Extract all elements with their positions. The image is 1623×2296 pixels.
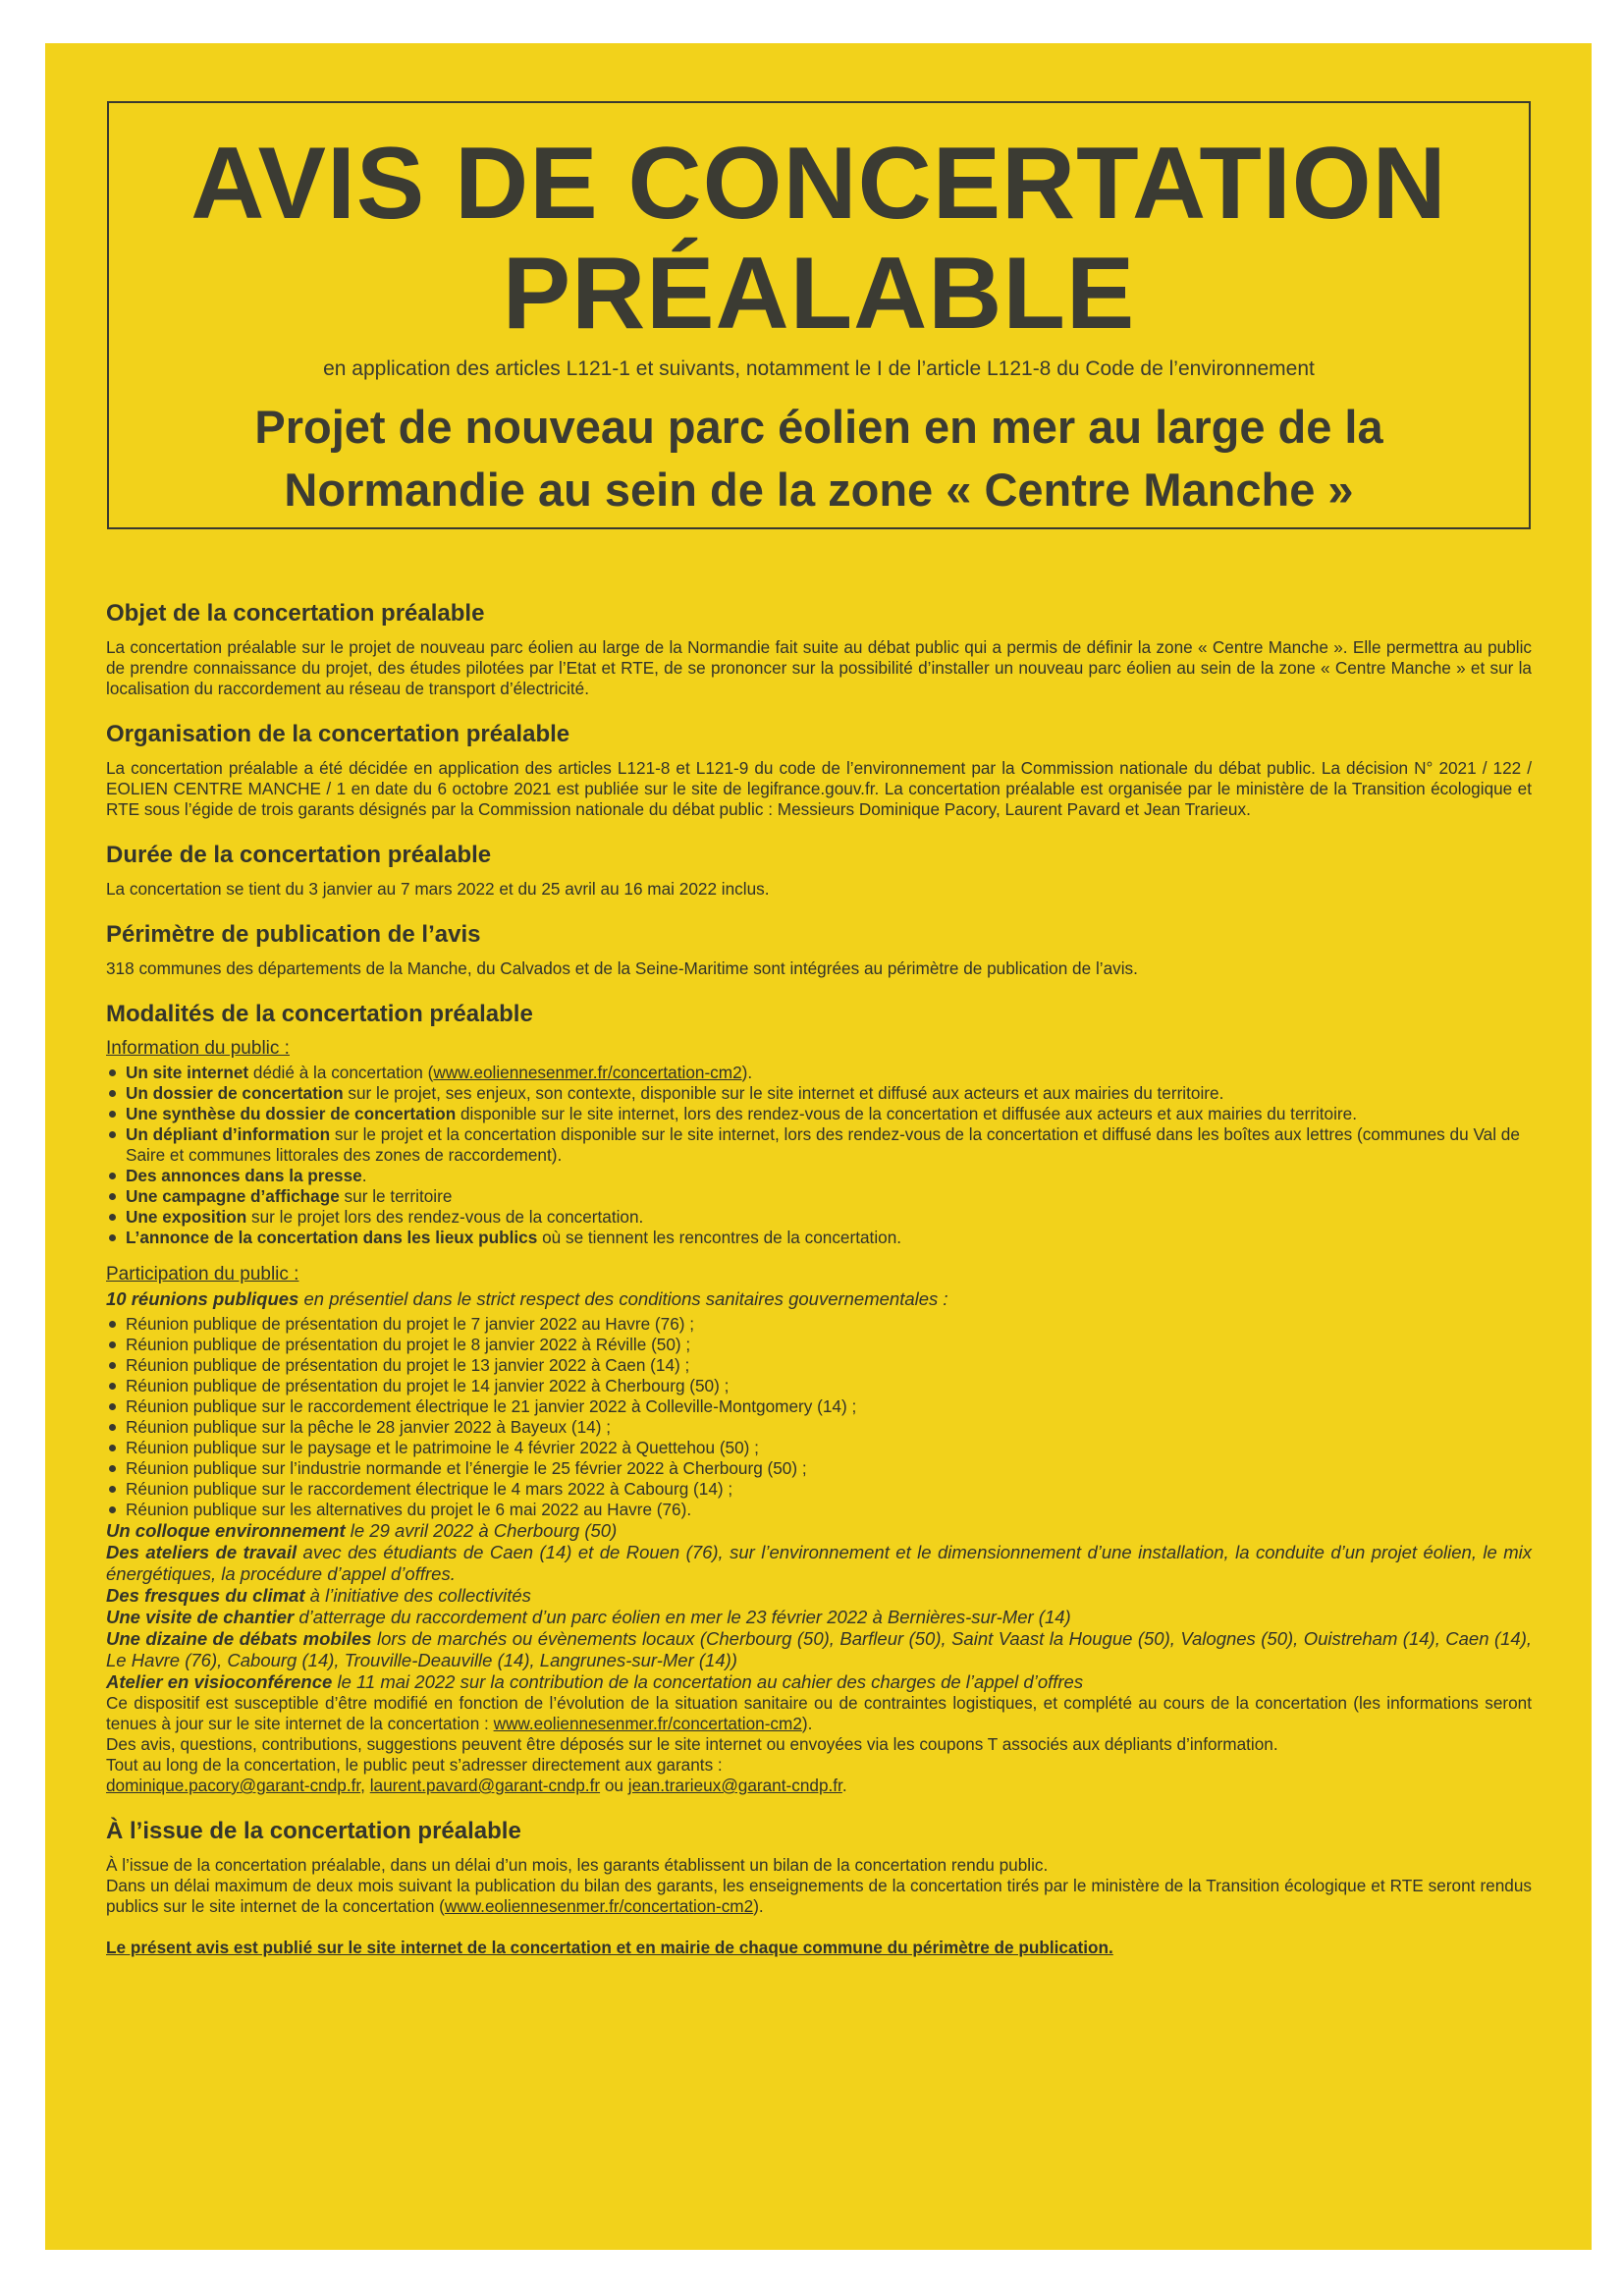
section-duree [106,841,1532,900]
section-heading: Durée de la concertation préalable [106,842,492,868]
list-item [106,1063,1532,1083]
event-text: à l’initiative des collectivités [304,1585,531,1606]
section-text [106,1876,1532,1917]
section-text: La concertation préalable a été décidée en application des articles L121-8 et L121-9 du code de l’environnement par la Commission nationale du débat public. La décision N° 2021 / 122 / EOLIEN CENTRE MANCHE / 1 en date du 6 octobre 2021 est publiée sur le site de legifrance.gouv.fr. La concertation préalable est organisée par le ministère de la Transition écologique et RTE sous l’égide de trois garants désignés par la Commission nationale du débat public : Messieurs Dominique Pacory, Laurent Pavard et Jean Trarieux. [106,758,1532,819]
item-bold: Une synthèse du dossier de concertation [126,1104,457,1123]
event-item [106,1520,1532,1542]
item-text: ). [741,1063,753,1082]
list-item [106,1166,1532,1186]
separator: ou [600,1776,628,1795]
list-item: Réunion publique sur le raccordement électrique le 4 mars 2022 à Cabourg (14) ; [106,1479,1532,1500]
item-text: disponible sur le site internet, lors des rendez-vous de la concertation et diffusée aux acteurs et aux mairies du territoire. [456,1104,1357,1123]
list-item: Réunion publique sur le raccordement électrique le 21 janvier 2022 à Colleville-Montgomery (14) ; [106,1396,1532,1417]
reunions-bold: 10 réunions publiques [106,1288,299,1309]
item-text: sur le projet, ses enjeux, son contexte, disponible sur le site internet et diffusé aux acteurs et aux mairies du territoire. [343,1083,1224,1103]
issue-body: Dans un délai maximum de deux mois suivant la publication du bilan des garants, les enseignements de la concertation tirés par le ministère de la Transition écologique et RTE seront rendus publics sur le site internet de la concertation ( [106,1876,1532,1916]
header-box [107,101,1531,529]
info-public-heading: Information du public : [106,1038,290,1059]
list-item: Réunion publique sur les alternatives du projet le 6 mai 2022 au Havre (76). [106,1500,1532,1520]
section-organisation [106,720,1532,820]
section-heading: Périmètre de publication de l’avis [106,921,481,948]
item-bold: Un dépliant d’information [126,1124,331,1144]
event-text: d’atterrage du raccordement d’un parc éolien en mer le 23 février 2022 à Bernières-sur-Mer (14) [294,1607,1071,1627]
site-link[interactable]: www.eoliennesenmer.fr/concertation-cm2 [433,1063,742,1082]
event-text: avec des étudiants de Caen (14) et de Rouen (76), sur l’environnement et le dimensionnement d’une installation, la conduite d’un projet éolien, le mix énergétiques, la procédure d’appel d’offres. [106,1542,1532,1584]
main-title [109,129,1529,349]
event-text: le 29 avril 2022 à Cherbourg (50) [345,1520,618,1541]
dispositif-text [106,1693,1532,1734]
item-bold: Une campagne d’affichage [126,1186,340,1206]
list-item: Réunion publique sur la pêche le 28 janvier 2022 à Bayeux (14) ; [106,1417,1532,1438]
section-text: La concertation préalable sur le projet de nouveau parc éolien au large de la Normandie fait suite au débat public qui a permis de définir la zone « Centre Manche ». Elle permettra au public de prendre connaissance du projet, des études pilotées par l’Etat et RTE, de se prononcer sur la possibilité d’installer un nouveau parc éolien au sein de la zone « Centre Manche » et sur la localisation du raccordement au réseau de transport d’électricité. [106,637,1532,698]
section-heading: Modalités de la concertation préalable [106,1001,533,1027]
project-title-line1: Projet de nouveau parc éolien en mer au large de la [254,401,1383,453]
item-text: sur le projet lors des rendez-vous de la concertation. [246,1207,644,1227]
separator: , [360,1776,370,1795]
list-item: Réunion publique de présentation du projet le 8 janvier 2022 à Réville (50) ; [106,1335,1532,1355]
legal-basis: en application des articles L121-1 et suivants, notamment le I de l’article L121-8 du Code de l’environnement [323,357,1315,380]
event-text: lors de marchés ou évènements locaux (Cherbourg (50), Barfleur (50), Saint Vaast la Hougue (50), Valognes (50), Ouistreham (14), Caen (14), Le Havre (76), Cabourg (14), Trouville-Deauville (14), Langrunes-sur-Mer (14)) [106,1628,1532,1670]
section-heading: Organisation de la concertation préalable [106,721,570,747]
section-text: La concertation se tient du 3 janvier au 7 mars 2022 et du 25 avril au 16 mai 2022 inclus. [106,879,770,899]
main-title-line1: AVIS DE CONCERTATION [190,127,1447,241]
list-item: Réunion publique de présentation du projet le 13 janvier 2022 à Caen (14) ; [106,1355,1532,1376]
issue-end: ). [753,1896,764,1916]
footer-note: Le présent avis est publié sur le site internet de la concertation et en mairie de chaque commune du périmètre de publication. [106,1938,1113,1957]
dispositif-body: Ce dispositif est susceptible d’être modifié en fonction de l’évolution de la situation sanitaire ou de contraintes logistiques, et complété au cours de la concertation (les informations seront tenues à jour sur le site internet de la concertation : [106,1693,1532,1733]
event-item [106,1671,1532,1693]
event-bold: Une dizaine de débats mobiles [106,1628,372,1649]
section-modalites [106,1000,1532,1796]
section-perimetre [106,920,1532,979]
event-item [106,1585,1532,1607]
list-item [106,1124,1532,1166]
notice-sheet [45,43,1592,2250]
item-text: . [361,1166,367,1185]
item-text: où se tiennent les rencontres de la concertation. [537,1228,902,1247]
event-bold: Un colloque environnement [106,1520,346,1541]
project-title [109,396,1529,521]
list-item [106,1083,1532,1104]
list-item: Réunion publique de présentation du projet le 7 janvier 2022 au Havre (76) ; [106,1314,1532,1335]
event-bold: Une visite de chantier [106,1607,295,1627]
event-bold: Atelier en visioconférence [106,1671,333,1692]
reunions-list [106,1314,1532,1520]
section-issue [106,1817,1532,1917]
avis-text: Des avis, questions, contributions, suggestions peuvent être déposés sur le site internet ou envoyées via les coupons T associés aux dépliants d’information. [106,1734,1278,1754]
email-link-trarieux[interactable]: jean.trarieux@garant-cndp.fr [627,1776,842,1795]
item-text: dédié à la concertation ( [248,1063,434,1082]
reunions-text: en présentiel dans le strict respect des conditions sanitaires gouvernementales : [298,1288,948,1309]
reunions-intro [106,1288,1532,1310]
list-item [106,1228,1532,1248]
item-text: sur le territoire [339,1186,453,1206]
event-bold: Des ateliers de travail [106,1542,298,1562]
list-item [106,1104,1532,1124]
event-bold: Des fresques du climat [106,1585,305,1606]
section-objet [106,599,1532,699]
event-item [106,1628,1532,1671]
list-item [106,1207,1532,1228]
email-link-pacory[interactable]: dominique.pacory@garant-cndp.fr [106,1776,361,1795]
item-bold: Des annonces dans la presse [126,1166,362,1185]
event-item [106,1607,1532,1628]
list-item: Réunion publique sur l’industrie normande et l’énergie le 25 février 2022 à Cherbourg (50) ; [106,1458,1532,1479]
site-link[interactable]: www.eoliennesenmer.fr/concertation-cm2 [493,1714,802,1733]
item-text: sur le projet et la concertation disponible sur le site internet, lors des rendez-vous de la concertation et diffusé dans les boîtes aux lettres (communes du Val de Saire et communes littorales des zones de raccordement). [126,1124,1520,1165]
main-title-line2: PRÉALABLE [502,237,1136,351]
event-text: le 11 mai 2022 sur la contribution de la concertation au cahier des charges de l’appel d’offres [332,1671,1084,1692]
item-bold: Un site internet [126,1063,249,1082]
garants-intro: Tout au long de la concertation, le public peut s’adresser directement aux garants : [106,1755,723,1775]
section-text: À l’issue de la concertation préalable, dans un délai d’un mois, les garants établissent un bilan de la concertation rendu public. [106,1855,1049,1875]
separator: . [841,1776,847,1795]
item-bold: Un dossier de concertation [126,1083,344,1103]
item-bold: L’annonce de la concertation dans les lieux publics [126,1228,538,1247]
event-item [106,1542,1532,1585]
section-heading: À l’issue de la concertation préalable [106,1818,521,1844]
info-list [106,1063,1532,1248]
list-item: Réunion publique sur le paysage et le patrimoine le 4 février 2022 à Quettehou (50) ; [106,1438,1532,1458]
participation-public-heading: Participation du public : [106,1264,299,1285]
project-title-line2: Normandie au sein de la zone « Centre Manche » [284,464,1354,516]
section-heading: Objet de la concertation préalable [106,600,485,627]
site-link[interactable]: www.eoliennesenmer.fr/concertation-cm2 [444,1896,754,1916]
email-link-pavard[interactable]: laurent.pavard@garant-cndp.fr [369,1776,601,1795]
dispositif-end: ). [801,1714,813,1733]
section-text: 318 communes des départements de la Manche, du Calvados et de la Seine-Maritime sont intégrées au périmètre de publication de l’avis. [106,958,1138,978]
item-bold: Une exposition [126,1207,247,1227]
list-item: Réunion publique de présentation du projet le 14 janvier 2022 à Cherbourg (50) ; [106,1376,1532,1396]
list-item [106,1186,1532,1207]
notice-content [106,599,1532,1958]
garants-emails [106,1776,1532,1796]
